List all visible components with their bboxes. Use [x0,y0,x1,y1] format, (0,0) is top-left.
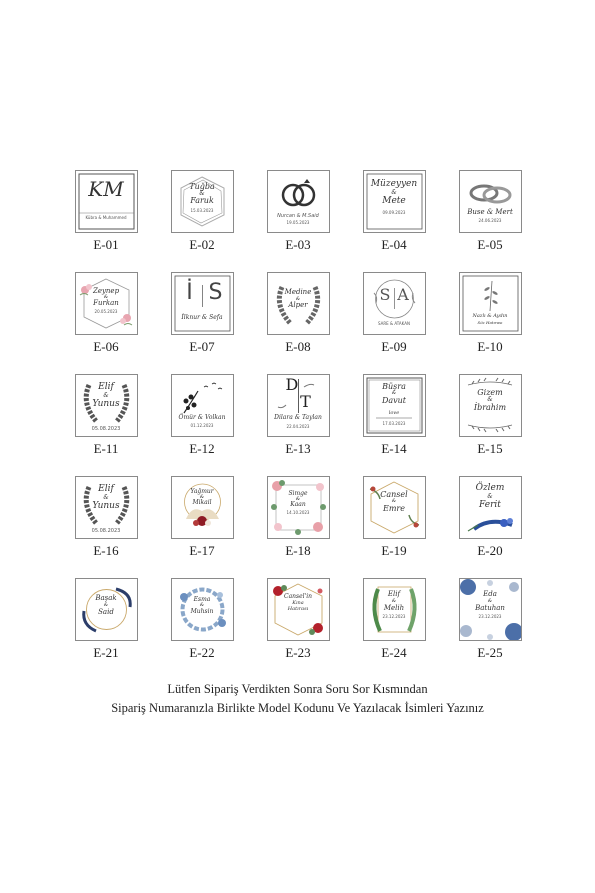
model-item[interactable] [250,272,346,374]
model-code: E-07 [189,339,215,354]
model-code: E-08 [285,339,311,354]
names: Kübra & Muhammed [85,215,127,220]
model-code: E-21 [93,645,119,660]
model-code: E-17 [189,543,215,558]
model-card[interactable]: Cansel & Emre [363,476,426,539]
model-item[interactable] [346,578,442,680]
model-card[interactable]: Zeynep & Furkan 20.05.2023 [75,272,138,335]
model-card[interactable]: Gizem & İbrahim [459,374,522,437]
model-item[interactable] [346,170,442,272]
model-code: E-01 [93,237,119,252]
model-card[interactable]: Nazlı & Aydın Söz Hatırası [459,272,522,335]
model-card[interactable]: Elif & Yunus 05.08.2023 [75,476,138,539]
model-item[interactable] [154,170,250,272]
model-item[interactable] [442,170,538,272]
model-card[interactable]: Elif & Melih 23.12.2023 [363,578,426,641]
model-item[interactable] [442,578,538,680]
model-card[interactable]: Esma & Muhsin [171,578,234,641]
instruction-line-2: Sipariş Numaranızla Birlikte Model Kodunu Ve Yazılacak İsimleri Yazınız [111,701,484,715]
monogram: KM [88,177,124,201]
model-code: E-20 [477,543,503,558]
model-item[interactable] [250,476,346,578]
pampas-flower-decoration [172,477,233,538]
model-code: E-05 [477,237,503,252]
model-card[interactable]: D T Dilara & Taylan 22.04.2023 [267,374,330,437]
model-code: E-06 [93,339,119,354]
model-code: E-23 [285,645,311,660]
model-item[interactable] [442,476,538,578]
model-code: E-18 [285,543,311,558]
model-card[interactable]: Cansel'in Kına Hatırası [267,578,330,641]
model-item[interactable] [250,578,346,680]
model-item[interactable] [346,272,442,374]
model-item[interactable] [58,578,154,680]
model-card[interactable]: Nurcan & M.Said 19.05.2023 [267,170,330,233]
model-item[interactable] [346,476,442,578]
model-card[interactable]: Ömür & Volkan 01.12.2023 [171,374,234,437]
model-code: E-03 [285,237,311,252]
model-code: E-15 [477,441,503,456]
model-item[interactable] [154,476,250,578]
model-code: E-19 [381,543,407,558]
model-code: E-14 [381,441,407,456]
model-card[interactable]: Yağmur & Mikail [171,476,234,539]
model-code: E-02 [189,237,215,252]
model-item[interactable] [250,170,346,272]
model-card[interactable]: Başak & Said [75,578,138,641]
model-card[interactable] [75,170,138,233]
model-card[interactable]: Buse & Mert 24.06.2023 [459,170,522,233]
model-item[interactable] [58,170,154,272]
model-item[interactable] [154,374,250,476]
model-code: E-10 [477,339,503,354]
model-code: E-24 [381,645,407,660]
model-code: E-09 [381,339,407,354]
model-card[interactable]: Eda & Batuhan 23.12.2023 [459,578,522,641]
model-card[interactable]: Tuğba & Faruk 15.03.2023 [171,170,234,233]
model-card[interactable]: S A SARE & ATAKAN [363,272,426,335]
model-item[interactable] [154,272,250,374]
model-card[interactable]: Müzeyyen & Mete 09.09.2023 [363,170,426,233]
model-card[interactable]: Medine & Alper [267,272,330,335]
model-card[interactable]: Elif & Yunus 05.08.2023 [75,374,138,437]
model-code: E-12 [189,441,215,456]
instruction-line-1: Lütfen Sipariş Verdikten Sonra Soru Sor Kısmından [167,682,428,696]
model-code: E-25 [477,645,503,660]
model-code: E-11 [93,441,119,456]
model-code: E-04 [381,237,407,252]
model-item[interactable] [442,272,538,374]
model-item[interactable] [442,374,538,476]
model-code: E-16 [93,543,119,558]
model-item[interactable] [58,272,154,374]
model-card[interactable]: Büşra & Davut love 17.03.2023 [363,374,426,437]
model-item[interactable] [346,374,442,476]
model-grid [58,170,538,680]
model-item[interactable] [250,374,346,476]
model-item[interactable] [58,476,154,578]
model-code: E-13 [285,441,311,456]
model-item[interactable] [58,374,154,476]
model-item[interactable] [154,578,250,680]
model-card[interactable]: İ S İlknur & Sefa [171,272,234,335]
model-code: E-22 [189,645,215,660]
model-card[interactable]: Simge & Kaan 14.10.2023 [267,476,330,539]
model-card[interactable]: Özlem & Ferit [459,476,522,539]
